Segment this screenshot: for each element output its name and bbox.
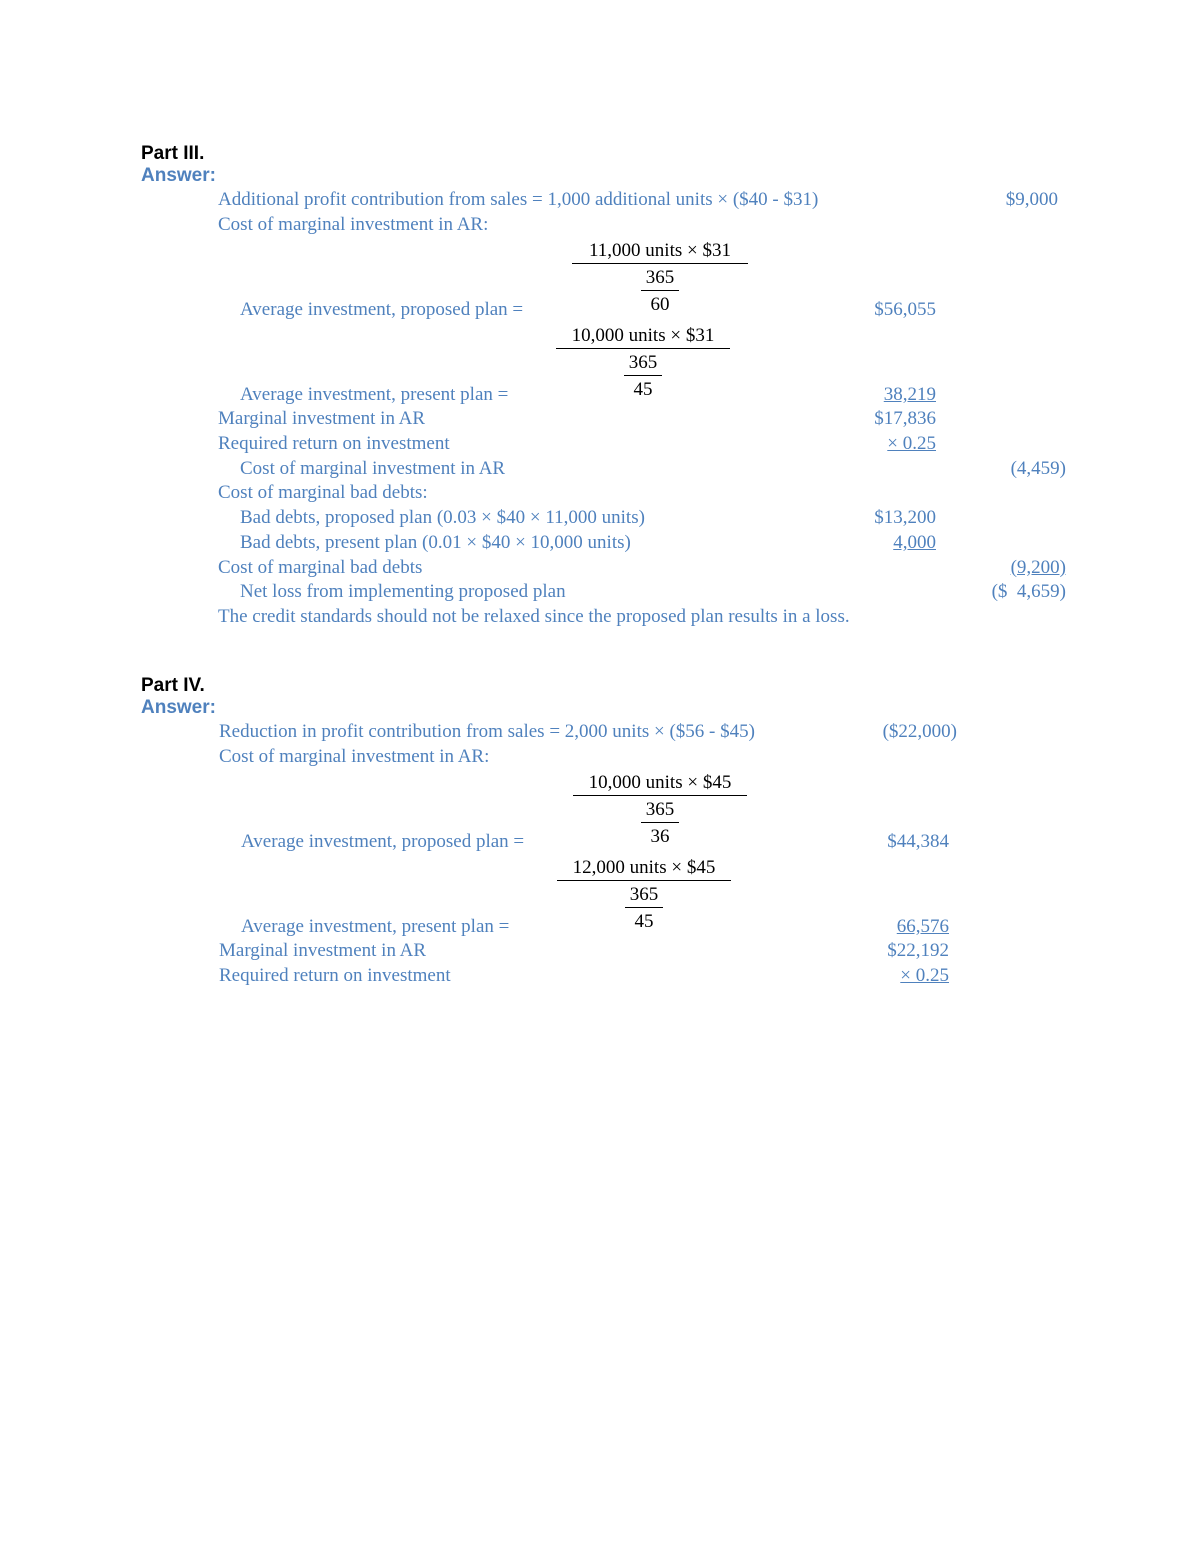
fraction-bar: [641, 290, 679, 291]
part4-avg-proposed-label: Average investment, proposed plan =: [241, 831, 525, 852]
part3-conclusion: The credit standards should not be relaxed since the proposed plan results in a loss.: [218, 606, 850, 627]
part3-heading: Part III.: [141, 143, 205, 164]
part3-avg-present-value: 38,219: [883, 384, 936, 405]
fraction-bottom: 36: [650, 826, 670, 847]
part3-answer-label: Answer:: [141, 165, 216, 186]
fraction-bar: [557, 880, 731, 881]
part3-cost-ar-line: Cost of marginal investment in AR:: [218, 214, 489, 235]
fraction-bar: [624, 375, 662, 376]
part3-bad-debts-proposed-label: Bad debts, proposed plan (0.03 × $40 × 11,000 units): [240, 507, 645, 528]
fraction-numerator: 12,000 units × $45: [572, 857, 716, 878]
part4-present-fraction: [556, 858, 732, 931]
part3-proposed-fraction: [571, 241, 749, 314]
part3-profit-line: Additional profit contribution from sales = 1,000 additional units × ($40 - $31): [218, 189, 819, 210]
part4-cost-ar-line: Cost of marginal investment in AR:: [219, 746, 490, 767]
fraction-middle: 365: [645, 799, 675, 820]
part4-reduction-value: ($22,000): [882, 721, 957, 742]
part3-net-loss-label: Net loss from implementing proposed plan: [240, 581, 566, 602]
part4-marginal-investment-label: Marginal investment in AR: [219, 940, 427, 961]
fraction-bar: [625, 907, 663, 908]
part3-net-loss-value: ($ 4,659): [991, 581, 1066, 602]
part3-bad-debts-present-label: Bad debts, present plan (0.01 × $40 × 10,000 units): [240, 532, 631, 553]
part3-avg-proposed-value: $56,055: [874, 299, 936, 320]
part3-cost-bad-debts-label: Cost of marginal bad debts: [218, 557, 423, 578]
part3-avg-proposed-label: Average investment, proposed plan =: [240, 299, 524, 320]
fraction-middle: 365: [628, 352, 658, 373]
fraction-bar: [573, 795, 747, 796]
part3-marginal-investment-value: $17,836: [874, 408, 936, 429]
part3-required-return-value: × 0.25: [887, 433, 936, 454]
part4-answer-label: Answer:: [141, 697, 216, 718]
part3-cost-bad-debts-header: Cost of marginal bad debts:: [218, 482, 428, 503]
part3-present-fraction: [555, 326, 731, 399]
part3-required-return-label: Required return on investment: [218, 433, 450, 454]
fraction-bottom: 60: [650, 294, 670, 315]
part4-marginal-investment-value: $22,192: [887, 940, 949, 961]
fraction-numerator: 10,000 units × $31: [571, 325, 715, 346]
part3-bad-debts-proposed-value: $13,200: [874, 507, 936, 528]
part3-cost-bad-debts-value: (9,200): [1010, 557, 1066, 578]
fraction-middle: 365: [645, 267, 675, 288]
fraction-bar: [572, 263, 748, 264]
fraction-bottom: 45: [634, 911, 654, 932]
part3-bad-debts-present-value: 4,000: [893, 532, 936, 553]
part3-avg-present-label: Average investment, present plan =: [240, 384, 509, 405]
part4-heading: Part IV.: [141, 675, 205, 696]
part3-cost-marginal-investment-value: (4,459): [1010, 458, 1066, 479]
part4-reduction-line: Reduction in profit contribution from sales = 2,000 units × ($56 - $45): [219, 721, 755, 742]
fraction-numerator: 11,000 units × $31: [589, 240, 731, 261]
part4-avg-present-label: Average investment, present plan =: [241, 916, 510, 937]
fraction-bottom: 45: [633, 379, 653, 400]
fraction-bar: [556, 348, 730, 349]
part3-cost-marginal-investment-label: Cost of marginal investment in AR: [240, 458, 506, 479]
part4-avg-present-value: 66,576: [896, 916, 949, 937]
fraction-bar: [641, 822, 679, 823]
part3-profit-value: $9,000: [1005, 189, 1058, 210]
fraction-numerator: 10,000 units × $45: [588, 772, 732, 793]
part3-marginal-investment-label: Marginal investment in AR: [218, 408, 426, 429]
part4-required-return-label: Required return on investment: [219, 965, 451, 986]
part4-required-return-value: × 0.25: [900, 965, 949, 986]
part4-proposed-fraction: [572, 773, 748, 846]
part4-avg-proposed-value: $44,384: [887, 831, 949, 852]
fraction-middle: 365: [629, 884, 659, 905]
